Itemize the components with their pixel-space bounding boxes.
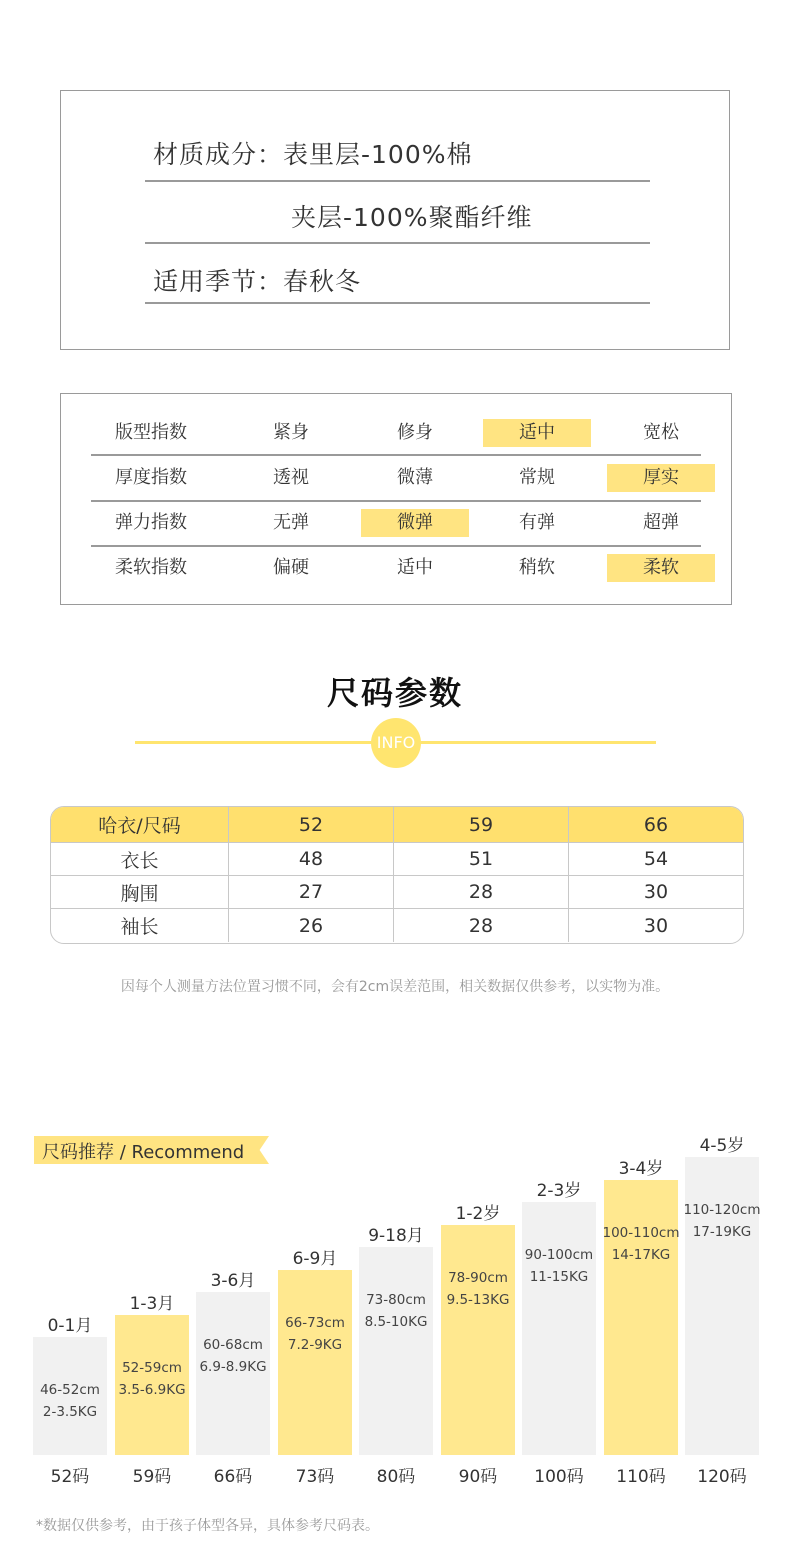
material-box xyxy=(60,90,730,350)
index-option-selected: 柔软 xyxy=(607,554,715,582)
table-cell: 30 xyxy=(643,881,669,903)
bar-weight-range: 8.5-10KG xyxy=(364,1314,428,1330)
index-option: 适中 xyxy=(397,557,433,578)
bar-age-label: 3-6月 xyxy=(210,1271,256,1291)
index-option: 微薄 xyxy=(397,467,433,488)
bar-age-label: 2-3岁 xyxy=(536,1181,582,1201)
table-cell: 胸围 xyxy=(51,876,229,908)
bar-weight-range: 9.5-13KG xyxy=(446,1292,510,1308)
index-option: 修身 xyxy=(397,422,433,443)
bar-size-label: 52码 xyxy=(50,1467,90,1487)
size-bar xyxy=(522,1202,596,1455)
table-header-cell: 52 xyxy=(229,807,394,842)
table-header-cell: 哈衣/尺码 xyxy=(51,807,229,842)
index-label: 弹力指数 xyxy=(115,512,187,533)
bar-info xyxy=(600,1222,682,1266)
table-row xyxy=(51,876,743,909)
index-row xyxy=(61,419,731,455)
table-cell: 袖长 xyxy=(51,909,229,942)
bar-info xyxy=(111,1357,193,1401)
footnote: *数据仅供参考，由于孩子体型各异，具体参考尺码表。 xyxy=(36,1518,379,1534)
table-cell: 48 xyxy=(229,843,394,875)
index-option: 宽松 xyxy=(643,422,679,443)
index-row xyxy=(61,509,731,545)
bar-height-range: 46-52cm xyxy=(40,1382,100,1398)
table-cell: 28 xyxy=(394,876,569,908)
divider xyxy=(91,454,701,456)
bar-size-label: 110码 xyxy=(616,1467,666,1487)
material-composition: 材质成分：表里层-100%棉 xyxy=(153,140,473,169)
bar-info xyxy=(518,1244,600,1288)
divider xyxy=(145,242,650,244)
index-label: 厚度指数 xyxy=(115,467,187,488)
size-bar xyxy=(359,1247,433,1455)
bar-size-label: 80码 xyxy=(376,1467,416,1487)
bar-size-label: 59码 xyxy=(132,1467,172,1487)
bar-age-label: 1-2岁 xyxy=(455,1204,501,1224)
bar-weight-range: 7.2-9KG xyxy=(287,1337,343,1353)
bar-age-label: 4-5岁 xyxy=(699,1136,745,1156)
title-line-right xyxy=(416,741,656,744)
table-cell: 衣长 xyxy=(51,843,229,875)
bar-weight-range: 17-19KG xyxy=(692,1224,752,1240)
index-option: 透视 xyxy=(273,467,309,488)
bar-weight-range: 11-15KG xyxy=(529,1269,589,1285)
size-table xyxy=(50,806,744,944)
title-line-left xyxy=(135,741,375,744)
bar-size-label: 120码 xyxy=(697,1467,747,1487)
index-option: 常规 xyxy=(519,467,555,488)
table-header-row xyxy=(51,807,743,843)
index-option: 紧身 xyxy=(273,422,309,443)
bar-age-label: 3-4岁 xyxy=(618,1159,664,1179)
table-header-cell: 66 xyxy=(643,813,669,836)
bar-weight-range: 14-17KG xyxy=(611,1247,671,1263)
divider xyxy=(145,302,650,304)
bar-height-range: 110-120cm xyxy=(683,1202,761,1218)
index-label: 版型指数 xyxy=(115,422,187,443)
bar-info xyxy=(355,1289,437,1333)
season-line: 适用季节：春秋冬 xyxy=(153,267,362,296)
bar-age-label: 1-3月 xyxy=(129,1294,175,1314)
measurement-note: 因每个人测量方法位置习惯不同，会有2cm误差范围，相关数据仅供参考，以实物为准。 xyxy=(120,979,670,995)
index-option-selected: 厚实 xyxy=(607,464,715,492)
bar-size-label: 90码 xyxy=(458,1467,498,1487)
table-cell: 26 xyxy=(229,909,394,942)
index-option: 有弹 xyxy=(519,512,555,533)
bar-info xyxy=(274,1312,356,1356)
divider xyxy=(91,545,701,547)
bar-height-range: 73-80cm xyxy=(366,1292,426,1308)
table-cell: 30 xyxy=(643,914,669,937)
bar-weight-range: 3.5-6.9KG xyxy=(118,1382,186,1398)
material-interlayer: 夹层-100%聚酯纤维 xyxy=(291,203,533,232)
bar-info xyxy=(437,1267,519,1311)
bar-height-range: 60-68cm xyxy=(203,1337,263,1353)
index-option-selected: 微弹 xyxy=(361,509,469,537)
table-cell: 51 xyxy=(394,843,569,875)
info-badge: INFO xyxy=(371,718,421,768)
bar-height-range: 52-59cm xyxy=(122,1360,182,1376)
recommend-tag-label: 尺码推荐 / Recommend xyxy=(42,1142,245,1163)
bar-weight-range: 2-3.5KG xyxy=(42,1404,98,1420)
index-label: 柔软指数 xyxy=(115,557,187,578)
table-row xyxy=(51,909,743,942)
table-row xyxy=(51,843,743,876)
bar-weight-range: 6.9-8.9KG xyxy=(199,1359,267,1375)
size-bar xyxy=(441,1225,515,1455)
bar-height-range: 78-90cm xyxy=(448,1270,508,1286)
index-option: 稍软 xyxy=(519,557,555,578)
divider xyxy=(145,180,650,182)
index-option: 超弹 xyxy=(643,512,679,533)
size-section-title: 尺码参数 xyxy=(326,674,463,712)
bar-height-range: 90-100cm xyxy=(524,1247,594,1263)
bar-age-label: 9-18月 xyxy=(368,1226,424,1246)
bar-info xyxy=(29,1379,111,1423)
index-row xyxy=(61,554,731,590)
index-option-selected: 适中 xyxy=(483,419,591,447)
fabric-index-box xyxy=(60,393,732,605)
table-cell: 54 xyxy=(643,848,669,870)
bar-age-label: 0-1月 xyxy=(47,1316,93,1336)
index-option: 偏硬 xyxy=(273,557,309,578)
table-cell: 27 xyxy=(229,876,394,908)
bar-height-range: 66-73cm xyxy=(285,1315,345,1331)
index-option: 无弹 xyxy=(273,512,309,533)
index-row xyxy=(61,464,731,500)
bar-height-range: 100-110cm xyxy=(602,1225,680,1241)
divider xyxy=(91,500,701,502)
bar-size-label: 100码 xyxy=(534,1467,584,1487)
table-header-cell: 59 xyxy=(394,807,569,842)
bar-info xyxy=(192,1334,274,1378)
bar-size-label: 73码 xyxy=(295,1467,335,1487)
bar-age-label: 6-9月 xyxy=(292,1249,338,1269)
table-cell: 28 xyxy=(394,909,569,942)
bar-info xyxy=(681,1199,763,1243)
size-bar xyxy=(278,1270,352,1455)
bar-size-label: 66码 xyxy=(213,1467,253,1487)
